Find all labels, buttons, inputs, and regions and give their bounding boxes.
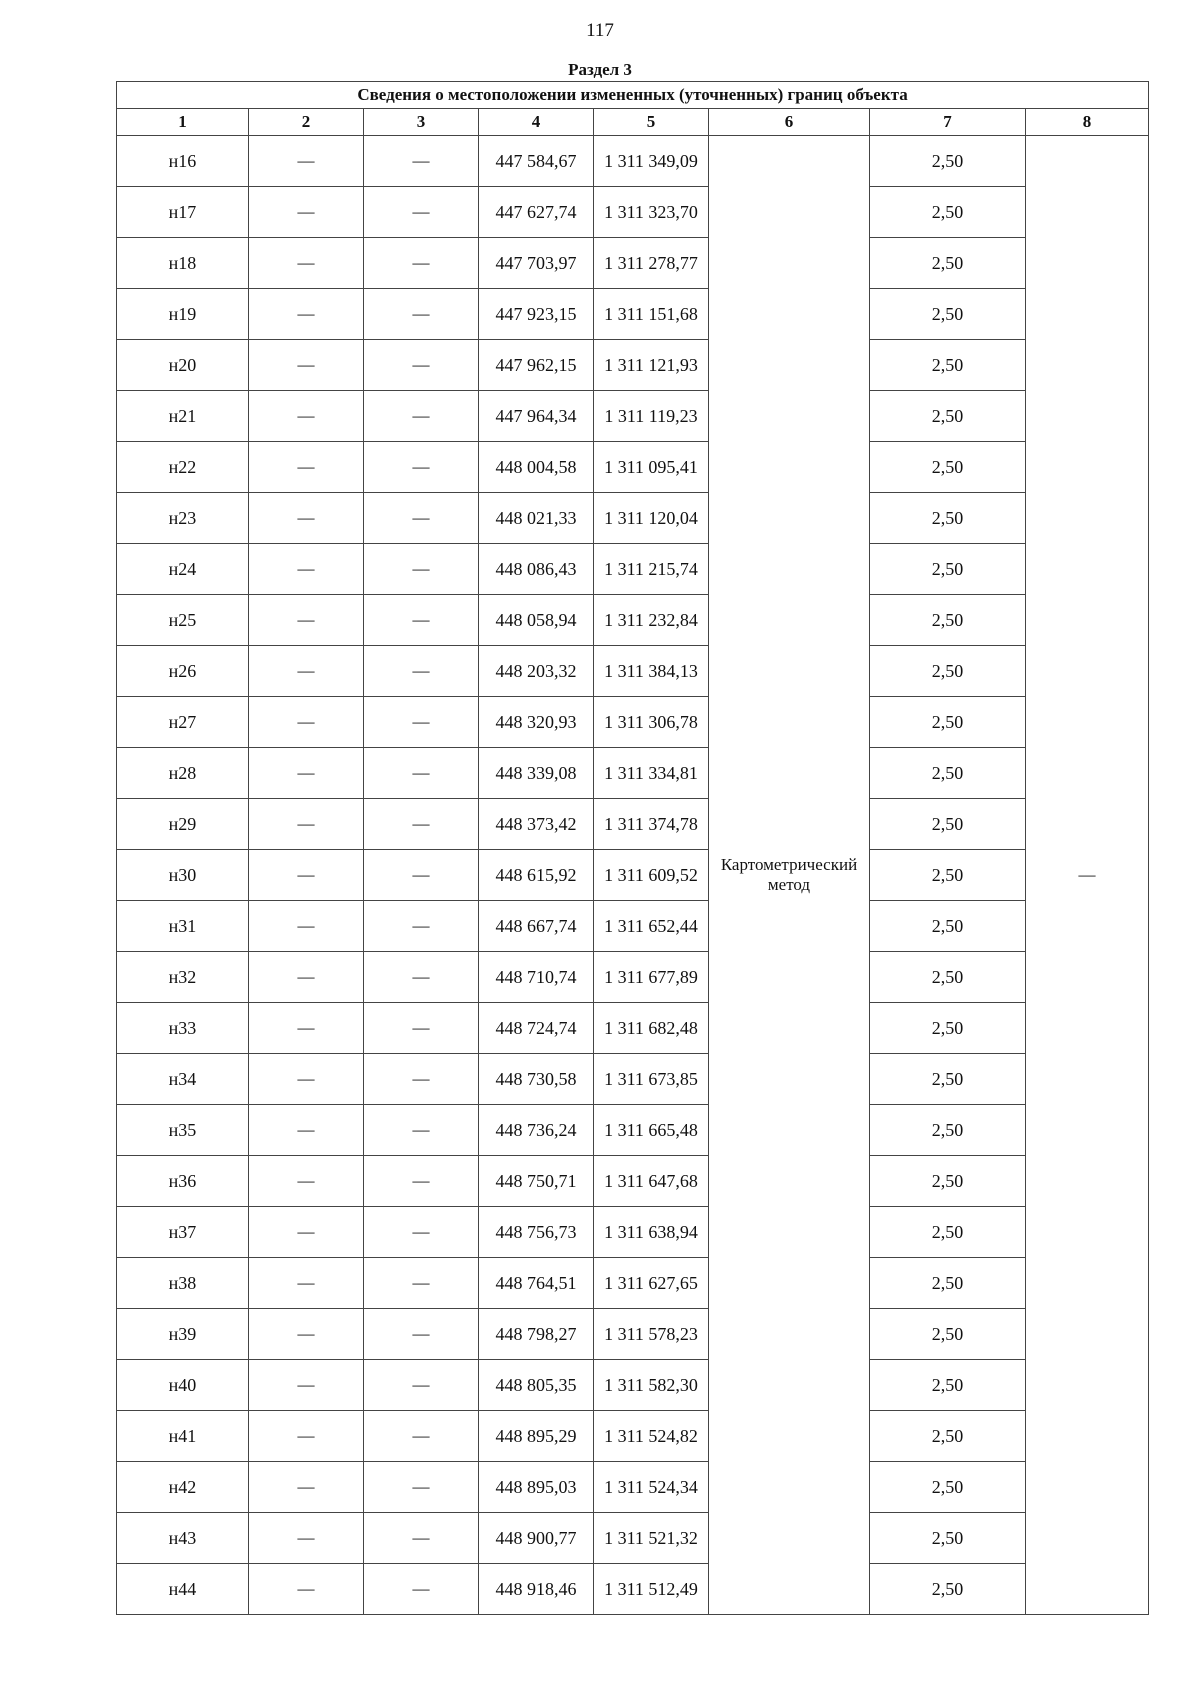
y-coordinate-cell: 1 311 349,09 — [594, 136, 709, 187]
y-coordinate-cell: 1 311 306,78 — [594, 697, 709, 748]
column-header-2: 2 — [249, 109, 364, 136]
table-row — [117, 1105, 1149, 1156]
empty-dash-cell: — — [249, 238, 364, 289]
section-title: Раздел 3 — [568, 60, 632, 79]
empty-dash-cell: — — [364, 595, 479, 646]
empty-dash-cell: — — [249, 1207, 364, 1258]
y-coordinate-cell: 1 311 120,04 — [594, 493, 709, 544]
empty-dash-cell: — — [364, 697, 479, 748]
empty-dash-cell: — — [249, 187, 364, 238]
y-coordinate-cell: 1 311 323,70 — [594, 187, 709, 238]
empty-dash-cell: — — [364, 544, 479, 595]
empty-dash-cell: — — [364, 1411, 479, 1462]
table-row — [117, 1309, 1149, 1360]
y-coordinate-cell: 1 311 578,23 — [594, 1309, 709, 1360]
column-8-cell: — — [1026, 136, 1149, 1615]
table-row — [117, 901, 1149, 952]
accuracy-cell: 2,50 — [870, 748, 1026, 799]
x-coordinate-cell: 448 900,77 — [479, 1513, 594, 1564]
accuracy-cell: 2,50 — [870, 1258, 1026, 1309]
empty-dash-cell: — — [364, 1054, 479, 1105]
y-coordinate-cell: 1 311 151,68 — [594, 289, 709, 340]
point-number-cell: н36 — [117, 1156, 249, 1207]
point-number-cell: н33 — [117, 1003, 249, 1054]
table-header-row — [117, 109, 1149, 136]
empty-dash-cell: — — [364, 1564, 479, 1615]
empty-dash-cell: — — [249, 391, 364, 442]
point-number-cell: н29 — [117, 799, 249, 850]
accuracy-cell: 2,50 — [870, 697, 1026, 748]
y-coordinate-cell: 1 311 524,82 — [594, 1411, 709, 1462]
table-row — [117, 1054, 1149, 1105]
y-coordinate-cell: 1 311 627,65 — [594, 1258, 709, 1309]
column-header-5: 5 — [594, 109, 709, 136]
y-coordinate-cell: 1 311 521,32 — [594, 1513, 709, 1564]
x-coordinate-cell: 448 724,74 — [479, 1003, 594, 1054]
empty-dash-cell: — — [364, 1360, 479, 1411]
column-header-6: 6 — [709, 109, 870, 136]
x-coordinate-cell: 448 203,32 — [479, 646, 594, 697]
x-coordinate-cell: 448 339,08 — [479, 748, 594, 799]
point-number-cell: н24 — [117, 544, 249, 595]
method-cell: Картометрический метод — [709, 136, 870, 1615]
table-row — [117, 187, 1149, 238]
empty-dash-cell: — — [249, 1054, 364, 1105]
empty-dash-cell: — — [364, 1462, 479, 1513]
point-number-cell: н26 — [117, 646, 249, 697]
x-coordinate-cell: 448 710,74 — [479, 952, 594, 1003]
accuracy-cell: 2,50 — [870, 442, 1026, 493]
page-number: 117 — [586, 20, 614, 41]
empty-dash-cell: — — [249, 493, 364, 544]
point-number-cell: н30 — [117, 850, 249, 901]
empty-dash-cell: — — [364, 901, 479, 952]
empty-dash-cell: — — [249, 442, 364, 493]
table-row — [117, 1411, 1149, 1462]
x-coordinate-cell: 448 756,73 — [479, 1207, 594, 1258]
x-coordinate-cell: 448 373,42 — [479, 799, 594, 850]
empty-dash-cell: — — [249, 952, 364, 1003]
empty-dash-cell: — — [364, 289, 479, 340]
table-row — [117, 238, 1149, 289]
empty-dash-cell: — — [364, 340, 479, 391]
y-coordinate-cell: 1 311 334,81 — [594, 748, 709, 799]
y-coordinate-cell: 1 311 638,94 — [594, 1207, 709, 1258]
accuracy-cell: 2,50 — [870, 1054, 1026, 1105]
point-number-cell: н42 — [117, 1462, 249, 1513]
column-header-7: 7 — [870, 109, 1026, 136]
empty-dash-cell: — — [364, 952, 479, 1003]
x-coordinate-cell: 447 703,97 — [479, 238, 594, 289]
empty-dash-cell: — — [249, 136, 364, 187]
accuracy-cell: 2,50 — [870, 136, 1026, 187]
x-coordinate-cell: 448 086,43 — [479, 544, 594, 595]
empty-dash-cell: — — [364, 1258, 479, 1309]
x-coordinate-cell: 448 730,58 — [479, 1054, 594, 1105]
accuracy-cell: 2,50 — [870, 1105, 1026, 1156]
point-number-cell: н32 — [117, 952, 249, 1003]
empty-dash-cell: — — [249, 595, 364, 646]
point-number-cell: н23 — [117, 493, 249, 544]
x-coordinate-cell: 447 923,15 — [479, 289, 594, 340]
empty-dash-cell: — — [364, 442, 479, 493]
table-row — [117, 289, 1149, 340]
accuracy-cell: 2,50 — [870, 1411, 1026, 1462]
empty-dash-cell: — — [364, 1309, 479, 1360]
point-number-cell: н34 — [117, 1054, 249, 1105]
column-header-4: 4 — [479, 109, 594, 136]
table-caption: Сведения о местоположении измененных (уточненных) границ объекта — [117, 82, 1149, 109]
x-coordinate-cell: 448 750,71 — [479, 1156, 594, 1207]
accuracy-cell: 2,50 — [870, 1207, 1026, 1258]
empty-dash-cell: — — [249, 1258, 364, 1309]
empty-dash-cell: — — [249, 748, 364, 799]
empty-dash-cell: — — [364, 1207, 479, 1258]
x-coordinate-cell: 447 962,15 — [479, 340, 594, 391]
point-number-cell: н41 — [117, 1411, 249, 1462]
empty-dash-cell: — — [364, 646, 479, 697]
table-row — [117, 1258, 1149, 1309]
point-number-cell: н19 — [117, 289, 249, 340]
column-header-1: 1 — [117, 109, 249, 136]
table-row — [117, 748, 1149, 799]
x-coordinate-cell: 447 964,34 — [479, 391, 594, 442]
point-number-cell: н17 — [117, 187, 249, 238]
y-coordinate-cell: 1 311 278,77 — [594, 238, 709, 289]
accuracy-cell: 2,50 — [870, 544, 1026, 595]
empty-dash-cell: — — [364, 493, 479, 544]
table-row — [117, 1513, 1149, 1564]
y-coordinate-cell: 1 311 609,52 — [594, 850, 709, 901]
table-row — [117, 1156, 1149, 1207]
accuracy-cell: 2,50 — [870, 799, 1026, 850]
table-row — [117, 1207, 1149, 1258]
table-row — [117, 442, 1149, 493]
table-row — [117, 595, 1149, 646]
table-row — [117, 136, 1149, 187]
empty-dash-cell: — — [364, 187, 479, 238]
point-number-cell: н39 — [117, 1309, 249, 1360]
point-number-cell: н44 — [117, 1564, 249, 1615]
accuracy-cell: 2,50 — [870, 901, 1026, 952]
y-coordinate-cell: 1 311 121,93 — [594, 340, 709, 391]
point-number-cell: н21 — [117, 391, 249, 442]
x-coordinate-cell: 448 058,94 — [479, 595, 594, 646]
accuracy-cell: 2,50 — [870, 646, 1026, 697]
y-coordinate-cell: 1 311 673,85 — [594, 1054, 709, 1105]
accuracy-cell: 2,50 — [870, 1360, 1026, 1411]
empty-dash-cell: — — [249, 1564, 364, 1615]
x-coordinate-cell: 448 805,35 — [479, 1360, 594, 1411]
y-coordinate-cell: 1 311 512,49 — [594, 1564, 709, 1615]
y-coordinate-cell: 1 311 665,48 — [594, 1105, 709, 1156]
accuracy-cell: 2,50 — [870, 1564, 1026, 1615]
empty-dash-cell: — — [249, 1411, 364, 1462]
empty-dash-cell: — — [364, 391, 479, 442]
accuracy-cell: 2,50 — [870, 1003, 1026, 1054]
empty-dash-cell: — — [364, 1513, 479, 1564]
accuracy-cell: 2,50 — [870, 850, 1026, 901]
point-number-cell: н27 — [117, 697, 249, 748]
table-row — [117, 1003, 1149, 1054]
accuracy-cell: 2,50 — [870, 391, 1026, 442]
point-number-cell: н28 — [117, 748, 249, 799]
empty-dash-cell: — — [364, 136, 479, 187]
y-coordinate-cell: 1 311 682,48 — [594, 1003, 709, 1054]
point-number-cell: н37 — [117, 1207, 249, 1258]
empty-dash-cell: — — [249, 1309, 364, 1360]
y-coordinate-cell: 1 311 524,34 — [594, 1462, 709, 1513]
empty-dash-cell: — — [249, 799, 364, 850]
empty-dash-cell: — — [364, 1003, 479, 1054]
empty-dash-cell: — — [364, 1105, 479, 1156]
accuracy-cell: 2,50 — [870, 952, 1026, 1003]
accuracy-cell: 2,50 — [870, 289, 1026, 340]
accuracy-cell: 2,50 — [870, 493, 1026, 544]
empty-dash-cell: — — [249, 1462, 364, 1513]
y-coordinate-cell: 1 311 095,41 — [594, 442, 709, 493]
table-row — [117, 646, 1149, 697]
table-row — [117, 1360, 1149, 1411]
point-number-cell: н25 — [117, 595, 249, 646]
empty-dash-cell: — — [364, 748, 479, 799]
point-number-cell: н18 — [117, 238, 249, 289]
empty-dash-cell: — — [364, 238, 479, 289]
accuracy-cell: 2,50 — [870, 1462, 1026, 1513]
x-coordinate-cell: 447 627,74 — [479, 187, 594, 238]
y-coordinate-cell: 1 311 652,44 — [594, 901, 709, 952]
empty-dash-cell: — — [249, 1003, 364, 1054]
point-number-cell: н16 — [117, 136, 249, 187]
y-coordinate-cell: 1 311 677,89 — [594, 952, 709, 1003]
y-coordinate-cell: 1 311 582,30 — [594, 1360, 709, 1411]
empty-dash-cell: — — [249, 544, 364, 595]
table-row — [117, 1564, 1149, 1615]
empty-dash-cell: — — [249, 340, 364, 391]
accuracy-cell: 2,50 — [870, 187, 1026, 238]
empty-dash-cell: — — [249, 901, 364, 952]
y-coordinate-cell: 1 311 384,13 — [594, 646, 709, 697]
y-coordinate-cell: 1 311 647,68 — [594, 1156, 709, 1207]
y-coordinate-cell: 1 311 374,78 — [594, 799, 709, 850]
y-coordinate-cell: 1 311 215,74 — [594, 544, 709, 595]
accuracy-cell: 2,50 — [870, 1513, 1026, 1564]
x-coordinate-cell: 448 895,03 — [479, 1462, 594, 1513]
table-row — [117, 799, 1149, 850]
point-number-cell: н31 — [117, 901, 249, 952]
point-number-cell: н22 — [117, 442, 249, 493]
empty-dash-cell: — — [249, 1105, 364, 1156]
x-coordinate-cell: 447 584,67 — [479, 136, 594, 187]
empty-dash-cell: — — [249, 1513, 364, 1564]
accuracy-cell: 2,50 — [870, 238, 1026, 289]
table-row — [117, 544, 1149, 595]
table-body — [117, 136, 1149, 1615]
point-number-cell: н20 — [117, 340, 249, 391]
empty-dash-cell: — — [364, 1156, 479, 1207]
x-coordinate-cell: 448 615,92 — [479, 850, 594, 901]
table-row — [117, 1462, 1149, 1513]
point-number-cell: н38 — [117, 1258, 249, 1309]
x-coordinate-cell: 448 895,29 — [479, 1411, 594, 1462]
x-coordinate-cell: 448 021,33 — [479, 493, 594, 544]
coordinates-table — [116, 81, 1149, 1615]
empty-dash-cell: — — [249, 646, 364, 697]
table-row — [117, 697, 1149, 748]
table-row — [117, 952, 1149, 1003]
accuracy-cell: 2,50 — [870, 1156, 1026, 1207]
accuracy-cell: 2,50 — [870, 340, 1026, 391]
column-header-8: 8 — [1026, 109, 1149, 136]
empty-dash-cell: — — [249, 1156, 364, 1207]
x-coordinate-cell: 448 918,46 — [479, 1564, 594, 1615]
table-row — [117, 391, 1149, 442]
empty-dash-cell: — — [249, 850, 364, 901]
empty-dash-cell: — — [249, 1360, 364, 1411]
point-number-cell: н40 — [117, 1360, 249, 1411]
x-coordinate-cell: 448 798,27 — [479, 1309, 594, 1360]
empty-dash-cell: — — [249, 697, 364, 748]
empty-dash-cell: — — [364, 850, 479, 901]
table-row — [117, 493, 1149, 544]
x-coordinate-cell: 448 320,93 — [479, 697, 594, 748]
empty-dash-cell: — — [364, 799, 479, 850]
x-coordinate-cell: 448 667,74 — [479, 901, 594, 952]
table-row — [117, 340, 1149, 391]
x-coordinate-cell: 448 736,24 — [479, 1105, 594, 1156]
point-number-cell: н43 — [117, 1513, 249, 1564]
column-header-3: 3 — [364, 109, 479, 136]
y-coordinate-cell: 1 311 119,23 — [594, 391, 709, 442]
x-coordinate-cell: 448 004,58 — [479, 442, 594, 493]
accuracy-cell: 2,50 — [870, 595, 1026, 646]
empty-dash-cell: — — [249, 289, 364, 340]
y-coordinate-cell: 1 311 232,84 — [594, 595, 709, 646]
table-row — [117, 850, 1149, 901]
x-coordinate-cell: 448 764,51 — [479, 1258, 594, 1309]
accuracy-cell: 2,50 — [870, 1309, 1026, 1360]
point-number-cell: н35 — [117, 1105, 249, 1156]
